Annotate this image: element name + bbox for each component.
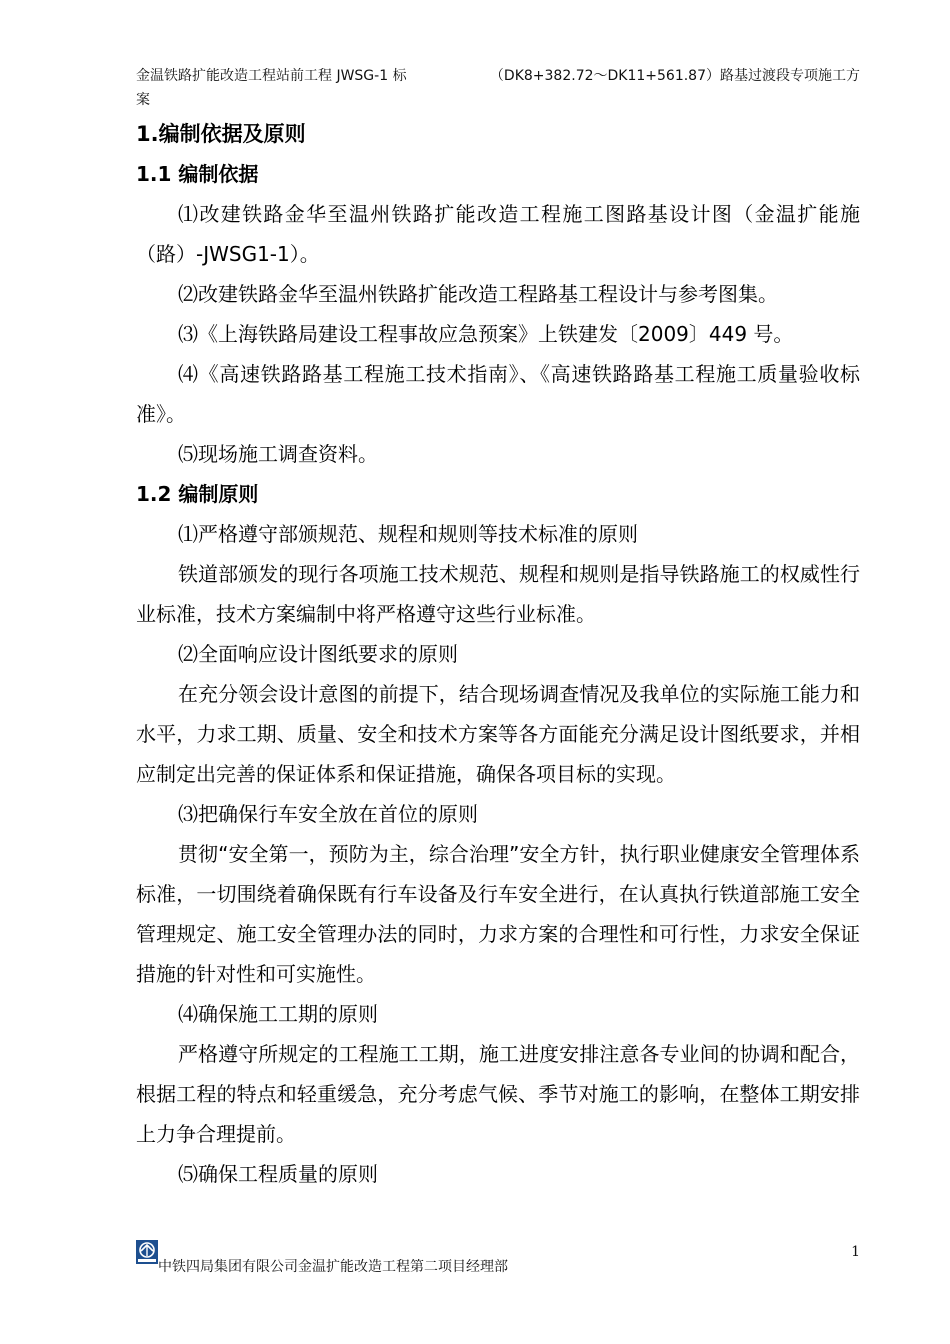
body-paragraph: ⑷确保施工工期的原则 bbox=[178, 1002, 378, 1026]
body-paragraph: 贯彻“安全第一，预防为主，综合治理”安全方针，执行职业健康安全管理体系标准，一切围绕着确保既有行车设备及行车安全进行，在认真执行铁道部施工安全管理规定、施工安全管理办法的同时，力求方案的合理性和可行性，力求安全保证措施的针对性和可实施性。 bbox=[136, 842, 860, 986]
body-paragraph: ⑴严格遵守部颁规范、规程和规则等技术标准的原则 bbox=[178, 522, 638, 546]
page-number: 1 bbox=[851, 1244, 860, 1260]
body-paragraph: ⑵全面响应设计图纸要求的原则 bbox=[178, 642, 458, 666]
header-section-title: （DK8+382.72～DK11+561.87）路基过渡段专项施工方 bbox=[489, 68, 860, 84]
document-body bbox=[136, 114, 860, 1194]
page-footer bbox=[136, 1240, 860, 1280]
body-paragraph: ⑵改建铁路金华至温州铁路扩能改造工程路基工程设计与参考图集。 bbox=[178, 282, 778, 306]
body-paragraph: ⑷《高速铁路路基工程施工技术指南》、《高速铁路路基工程施工质量验收标准》。 bbox=[136, 362, 860, 426]
china-railway-logo-icon bbox=[136, 1240, 158, 1264]
body-paragraph: ⑴改建铁路金华至温州铁路扩能改造工程施工图路基设计图（金温扩能施（路）-JWSG1-1）。 bbox=[136, 202, 860, 266]
body-paragraph: ⑸确保工程质量的原则 bbox=[178, 1162, 378, 1186]
body-paragraph: 在充分领会设计意图的前提下，结合现场调查情况及我单位的实际施工能力和水平，力求工期、质量、安全和技术方案等各方面能充分满足设计图纸要求，并相应制定出完善的保证体系和保证措施，确保各项目标的实现。 bbox=[136, 682, 860, 786]
subsection-heading: 1.1 编制依据 bbox=[136, 162, 259, 186]
body-paragraph: ⑸现场施工调查资料。 bbox=[178, 442, 378, 466]
body-paragraph: 铁道部颁发的现行各项施工技术规范、规程和规则是指导铁路施工的权威性行业标准，技术方案编制中将严格遵守这些行业标准。 bbox=[136, 562, 860, 626]
body-paragraph: ⑶把确保行车安全放在首位的原则 bbox=[178, 802, 478, 826]
header-title-continuation: 案 bbox=[136, 92, 150, 108]
footer-company-name: 中铁四局集团有限公司金温扩能改造工程第二项目经理部 bbox=[158, 1259, 508, 1275]
body-paragraph: ⑶《上海铁路局建设工程事故应急预案》上铁建发〔2009〕449 号。 bbox=[178, 322, 794, 346]
section-heading: 1.编制依据及原则 bbox=[136, 122, 306, 146]
header-project-name: 金温铁路扩能改造工程站前工程 JWSG-1 标 bbox=[136, 68, 407, 84]
subsection-heading: 1.2 编制原则 bbox=[136, 482, 259, 506]
body-paragraph: 严格遵守所规定的工程施工工期，施工进度安排注意各专业间的协调和配合，根据工程的特点和轻重缓急，充分考虑气候、季节对施工的影响，在整体工期安排上力争合理提前。 bbox=[136, 1042, 860, 1146]
